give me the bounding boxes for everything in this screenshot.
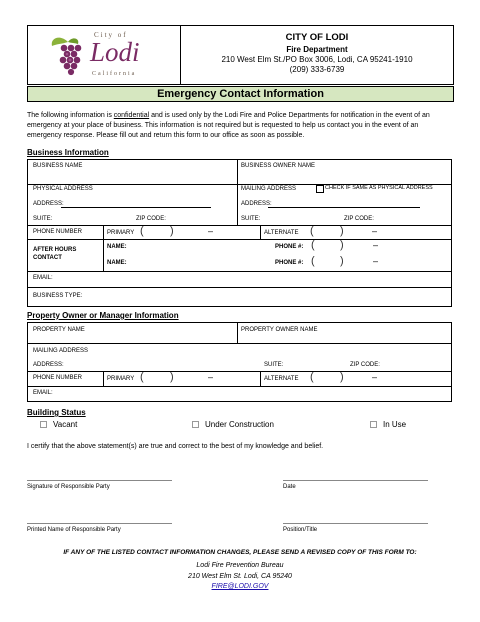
- logo-city-of: City of: [94, 31, 128, 39]
- property-section-title: Property Owner or Manager Information: [27, 311, 179, 320]
- date-line[interactable]: [283, 480, 428, 481]
- printed-name-label: Printed Name of Responsible Party: [27, 527, 121, 533]
- property-primary-label: PRIMARY: [107, 376, 135, 382]
- under-construction-checkbox[interactable]: [192, 421, 199, 428]
- intro-text: The following information is confidential and is used only by the Lodi Fire and Police Departments for notification in the event of an emergency at your place of business. This information is not required but is requested to help us contact you in the event of an emergency response. Please fill out and return this form to our office as soon as possible.: [27, 112, 430, 139]
- same-address-checkbox[interactable]: [316, 185, 324, 193]
- header-info: [181, 26, 453, 84]
- header-phone: (209) 333-6739: [289, 65, 345, 74]
- date-label: Date: [283, 484, 296, 490]
- property-owner-name-label: PROPERTY OWNER NAME: [241, 327, 318, 333]
- property-address-label: ADDRESS:: [33, 362, 64, 368]
- business-owner-name-label: BUSINESS OWNER NAME: [241, 163, 316, 169]
- physical-address-field-label: ADDRESS:: [33, 201, 64, 207]
- vacant-option[interactable]: Vacant: [40, 420, 77, 429]
- footer-email-link[interactable]: FIRE@LODI.GOV: [211, 583, 269, 590]
- footer-bureau: Lodi Fire Prevention Bureau: [196, 562, 284, 569]
- after-hours-phone-2-label: PHONE #:: [275, 260, 304, 266]
- signature-label: Signature of Responsible Party: [27, 484, 110, 490]
- property-mailing-address-label: MAILING ADDRESS: [33, 348, 89, 354]
- mailing-zip-label: ZIP CODE:: [344, 216, 374, 222]
- after-hours-label: AFTER HOURS CONTACT: [33, 247, 77, 261]
- business-table: BUSINESS NAME BUSINESS OWNER NAME PHYSICAL ADDRESS MAILING ADDRESS CHECK IF SAME AS PHYSICAL ADDRESS ADDRESS: ADDRESS: SUITE: ZIP CODE: SUITE: ZIP CODE: PHONE NUMBER PRIMARY ( ) – ALTERNATE ( ) – AFTER HOURS CONTACT NAME: PHONE #: ( ) – NAME: PHONE #: ( ) – EMAIL: BUSINESS TYPE:: [27, 159, 452, 307]
- header-box: [27, 25, 454, 85]
- property-phone-label: PHONE NUMBER: [33, 375, 83, 381]
- business-email-label: EMAIL:: [33, 275, 53, 281]
- logo-name: Lodi: [90, 37, 140, 67]
- business-section-title: Business Information: [27, 148, 109, 157]
- property-table: PROPERTY NAME PROPERTY OWNER NAME MAILING ADDRESS ADDRESS: SUITE: ZIP CODE: PHONE NUMBER PRIMARY ( ) – ALTERNATE ( ) – EMAIL:: [27, 322, 452, 402]
- vacant-checkbox[interactable]: [40, 421, 47, 428]
- property-zip-label: ZIP CODE:: [350, 362, 380, 368]
- logo-state: California: [92, 71, 137, 77]
- mailing-address-label: MAILING ADDRESS: [241, 186, 297, 192]
- property-email-label: EMAIL:: [33, 390, 53, 396]
- signature-line[interactable]: [27, 480, 172, 481]
- check-same-label: CHECK IF SAME AS PHYSICAL ADDRESS: [325, 185, 433, 191]
- city-logo: [28, 26, 181, 84]
- alternate-label: ALTERNATE: [264, 230, 299, 236]
- header-address: 210 West Elm St./PO Box 3006, Lodi, CA 95241-1910: [221, 55, 413, 64]
- in-use-option[interactable]: In Use: [370, 420, 406, 429]
- physical-zip-label: ZIP CODE:: [136, 216, 166, 222]
- mailing-address-field-label: ADDRESS:: [241, 201, 272, 207]
- in-use-checkbox[interactable]: [370, 421, 377, 428]
- property-alternate-label: ALTERNATE: [264, 376, 299, 382]
- physical-address-label: PHYSICAL ADDRESS: [33, 186, 93, 192]
- position-line[interactable]: [283, 523, 428, 524]
- phone-number-label: PHONE NUMBER: [33, 229, 83, 235]
- mailing-suite-label: SUITE:: [241, 216, 261, 222]
- under-construction-option[interactable]: Under Construction: [192, 420, 274, 429]
- confidential-word: confidential: [113, 112, 150, 119]
- mailing-address-line[interactable]: [268, 207, 420, 208]
- building-section-title: Building Status: [27, 408, 86, 417]
- page-title: Emergency Contact Information: [27, 86, 454, 102]
- city-title: CITY OF LODI: [285, 32, 349, 43]
- certify-statement: I certify that the above statement(s) are true and correct to the best of my knowledge and belief.: [27, 443, 324, 450]
- footer-notice: IF ANY OF THE LISTED CONTACT INFORMATION CHANGES, PLEASE SEND A REVISED COPY OF THIS FORM TO:: [63, 549, 417, 556]
- physical-suite-label: SUITE:: [33, 216, 53, 222]
- physical-address-line[interactable]: [61, 207, 211, 208]
- department-title: Fire Department: [286, 45, 348, 54]
- business-type-label: BUSINESS TYPE:: [33, 293, 83, 299]
- property-suite-label: SUITE:: [264, 362, 284, 368]
- printed-name-line[interactable]: [27, 523, 172, 524]
- after-hours-phone-1-label: PHONE #:: [275, 244, 304, 250]
- footer-address: 210 West Elm St. Lodi, CA 95240: [188, 573, 292, 580]
- position-label: Position/Title: [283, 527, 318, 533]
- business-name-label: BUSINESS NAME: [33, 163, 83, 169]
- property-name-label: PROPERTY NAME: [33, 327, 85, 333]
- primary-label: PRIMARY: [107, 230, 135, 236]
- after-hours-name-1-label: NAME:: [107, 244, 127, 250]
- after-hours-name-2-label: NAME:: [107, 260, 127, 266]
